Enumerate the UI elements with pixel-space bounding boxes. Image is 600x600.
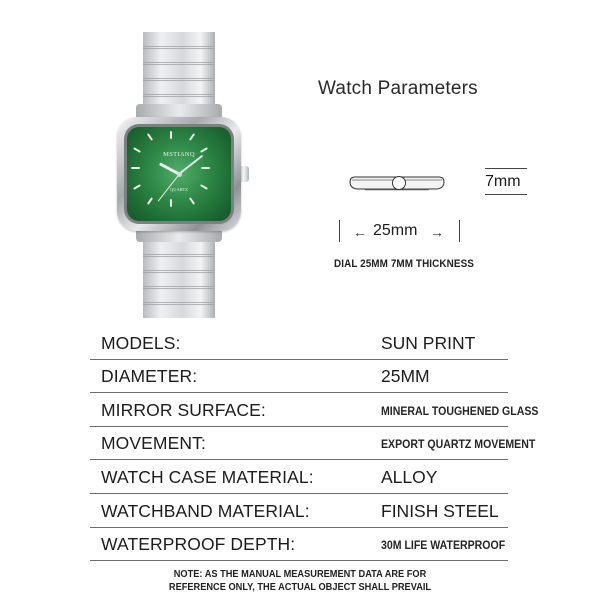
arrow-right-icon: → — [430, 224, 444, 240]
spec-row-case-material — [90, 460, 508, 494]
watch-case — [117, 117, 241, 231]
arrow-left-icon: ← — [353, 224, 367, 240]
spec-value: 25MM — [381, 366, 430, 386]
thickness-line-top — [485, 168, 527, 169]
spec-row-waterproof — [90, 527, 508, 561]
spec-row-band-material — [90, 494, 508, 528]
spec-row-models — [90, 326, 508, 360]
thickness-line-bottom — [485, 194, 527, 195]
watch-band-bottom — [143, 236, 215, 318]
spec-label: DIAMETER: — [101, 366, 198, 386]
spec-value: FINISH STEEL — [381, 501, 499, 521]
dial-brand: MSTIANQ — [163, 151, 195, 158]
spec-value: 30M LIFE WATERPROOF — [381, 538, 506, 552]
note-line-1: NOTE: AS THE MANUAL MEASUREMENT DATA ARE FOR — [173, 568, 427, 580]
dial-quartz-text: QUARTZ — [170, 187, 188, 192]
dimension-caption: DIAL 25MM 7MM THICKNESS — [334, 258, 474, 270]
spec-label: MODELS: — [101, 333, 181, 353]
spec-value: ALLOY — [381, 467, 438, 487]
watch-dial — [127, 127, 231, 221]
spec-label: WATCHBAND MATERIAL: — [101, 501, 310, 521]
thickness-label: 7mm — [485, 173, 521, 190]
spec-label: WATERPROOF DEPTH: — [101, 534, 296, 554]
diameter-label: 25mm — [373, 222, 418, 239]
spec-label: MOVEMENT: — [101, 433, 206, 453]
dimension-tick-left — [339, 220, 340, 242]
spec-value: MINERAL TOUGHENED GLASS — [381, 404, 539, 418]
watch-side-diagram — [349, 174, 445, 192]
spec-value: EXPORT QUARTZ MOVEMENT — [381, 437, 536, 451]
note-line-2: REFERENCE ONLY, THE ACTUAL OBJECT SHALL PREVAIL — [168, 581, 432, 593]
spec-row-diameter — [90, 359, 508, 393]
spec-row-movement — [90, 426, 536, 460]
spec-value: SUN PRINT — [381, 333, 476, 353]
dimension-tick-right — [459, 220, 460, 242]
spec-label: MIRROR SURFACE: — [101, 400, 266, 420]
measurement-note — [36, 568, 564, 594]
spec-row-mirror-surface — [90, 393, 539, 427]
parameters-title: Watch Parameters — [318, 78, 478, 99]
spec-label: WATCH CASE MATERIAL: — [101, 467, 314, 487]
